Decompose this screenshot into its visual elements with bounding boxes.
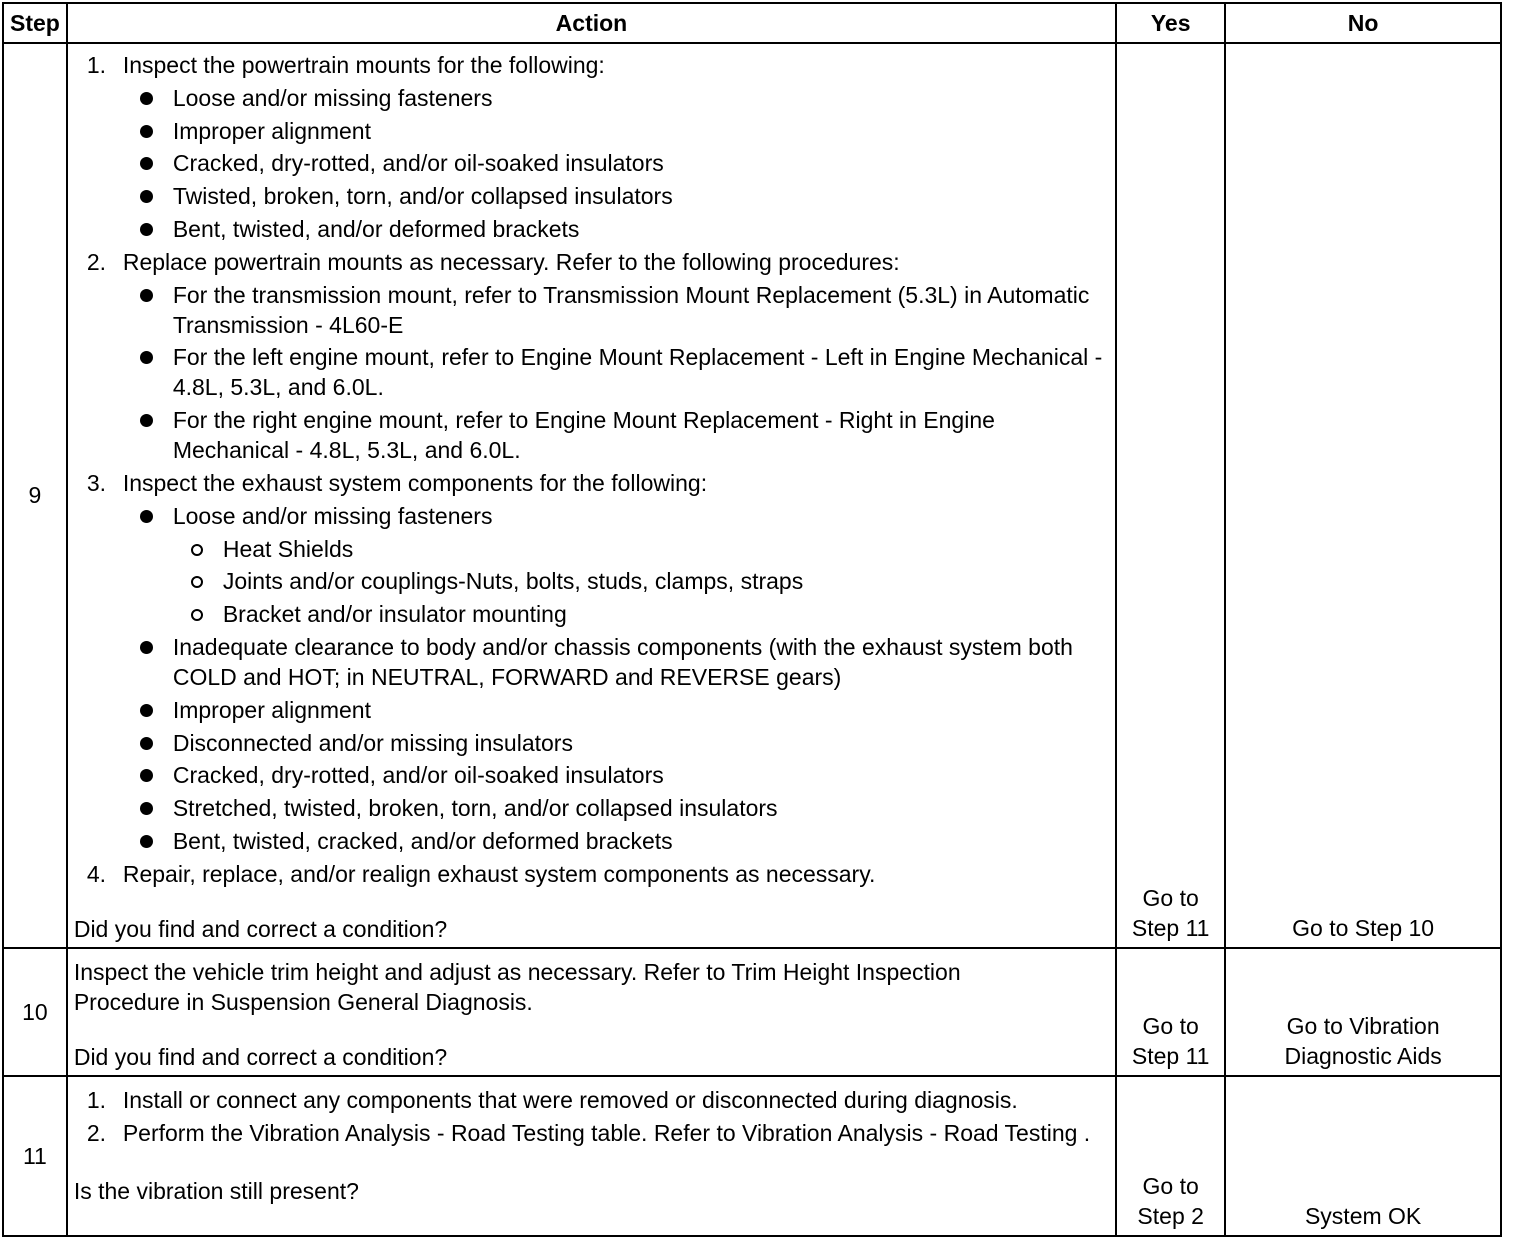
item-text: Repair, replace, and/or realign exhaust system components as necessary. bbox=[122, 860, 876, 887]
bullet-item bbox=[74, 116, 1109, 146]
sub-bullet-item bbox=[74, 599, 1109, 629]
bullet-text: Stretched, twisted, broken, torn, and/or collapsed insulators bbox=[172, 795, 778, 822]
bullet-item bbox=[74, 793, 1109, 823]
item-number: 3. bbox=[86, 469, 107, 496]
action-cell bbox=[67, 948, 1116, 1076]
step-number: 10 bbox=[3, 948, 67, 1076]
item-text: Replace powertrain mounts as necessary. Refer to the following procedures: bbox=[122, 248, 900, 275]
item-number: 2. bbox=[86, 1119, 107, 1146]
no-line: Go to Step 10 bbox=[1292, 915, 1435, 941]
list-item bbox=[74, 468, 1109, 498]
item-number: 4. bbox=[86, 860, 107, 887]
yes-cell bbox=[1116, 1076, 1225, 1236]
yes-cell bbox=[1116, 948, 1225, 1076]
question-text: Is the vibration still present? bbox=[73, 1177, 359, 1204]
bullet-text: Improper alignment bbox=[172, 117, 371, 144]
action-text-line: Inspect the vehicle trim height and adjust as necessary. Refer to Trim Height Inspection bbox=[73, 959, 961, 985]
bullet-item bbox=[74, 83, 1109, 113]
bullet-icon bbox=[140, 414, 153, 427]
list-item bbox=[74, 859, 1109, 889]
action-cell bbox=[67, 43, 1116, 948]
item-number: 1. bbox=[86, 52, 107, 78]
item-text: Perform the Vibration Analysis - Road Testing table. Refer to Vibration Analysis - Road Testing . bbox=[122, 1119, 1091, 1146]
bullet-text: Loose and/or missing fasteners bbox=[172, 84, 493, 111]
no-cell bbox=[1225, 43, 1501, 948]
table-row-step-11 bbox=[3, 1076, 1501, 1236]
step-number: 9 bbox=[3, 43, 67, 948]
bullet-text: For the left engine mount, refer to Engine Mount Replacement - Left in Engine Mechanical - 4.8L, 5.3L, and 6.0L. bbox=[172, 344, 1103, 401]
item-text: Inspect the powertrain mounts for the following: bbox=[122, 52, 605, 78]
bullet-icon bbox=[140, 737, 153, 750]
bullet-text: Bent, twisted, and/or deformed brackets bbox=[172, 215, 580, 242]
yes-line: Go to bbox=[1142, 1013, 1199, 1039]
sub-bullet-text: Bracket and/or insulator mounting bbox=[222, 601, 567, 628]
yes-line: Step 11 bbox=[1131, 915, 1210, 941]
bullet-icon bbox=[140, 125, 153, 138]
bullet-item bbox=[74, 405, 1109, 465]
table-header-row bbox=[3, 3, 1501, 43]
bullet-text: For the transmission mount, refer to Transmission Mount Replacement (5.3L) in Automatic Transmission - 4L60-E bbox=[172, 281, 1090, 338]
header-yes: Yes bbox=[1116, 3, 1225, 43]
bullet-text: Cracked, dry-rotted, and/or oil-soaked insulators bbox=[172, 762, 664, 789]
bullet-icon bbox=[140, 92, 153, 105]
question-text: Did you find and correct a condition? bbox=[73, 915, 448, 942]
bullet-item bbox=[74, 214, 1109, 244]
hollow-bullet-icon bbox=[191, 576, 203, 588]
sub-bullet-item bbox=[74, 566, 1109, 596]
bullet-item bbox=[74, 342, 1109, 402]
action-cell bbox=[67, 1076, 1116, 1236]
bullet-icon bbox=[140, 510, 153, 523]
bullet-icon bbox=[140, 802, 153, 815]
item-number: 1. bbox=[86, 1087, 107, 1113]
no-line: System OK bbox=[1304, 1203, 1422, 1229]
hollow-bullet-icon bbox=[191, 609, 203, 621]
no-line: Diagnostic Aids bbox=[1284, 1043, 1442, 1069]
yes-line: Step 11 bbox=[1131, 1043, 1210, 1069]
item-text: Inspect the exhaust system components for the following: bbox=[122, 469, 708, 496]
bullet-icon bbox=[140, 223, 153, 236]
yes-line: Go to bbox=[1142, 1173, 1199, 1199]
table-row-step-10 bbox=[3, 948, 1501, 1076]
header-step: Step bbox=[3, 3, 67, 43]
yes-line: Step 2 bbox=[1137, 1203, 1204, 1229]
bullet-text: Bent, twisted, cracked, and/or deformed brackets bbox=[172, 827, 673, 854]
bullet-icon bbox=[140, 769, 153, 782]
bullet-text: For the right engine mount, refer to Engine Mount Replacement - Right in Engine Mechanical - 4.8L, 5.3L, and 6.0L. bbox=[172, 407, 995, 464]
bullet-text: Improper alignment bbox=[172, 696, 371, 723]
bullet-item bbox=[74, 728, 1109, 758]
bullet-item bbox=[74, 826, 1109, 856]
yes-line: Go to bbox=[1142, 885, 1199, 911]
list-item bbox=[74, 247, 1109, 277]
sub-bullet-text: Joints and/or couplings-Nuts, bolts, studs, clamps, straps bbox=[222, 568, 804, 595]
yes-cell bbox=[1116, 43, 1225, 948]
bullet-icon bbox=[140, 704, 153, 717]
bullet-text: Cracked, dry-rotted, and/or oil-soaked insulators bbox=[172, 150, 664, 177]
no-cell bbox=[1225, 948, 1501, 1076]
bullet-icon bbox=[140, 157, 153, 170]
list-item bbox=[74, 50, 1109, 80]
bullet-text: Twisted, broken, torn, and/or collapsed insulators bbox=[172, 183, 673, 210]
bullet-item bbox=[74, 632, 1109, 692]
bullet-item bbox=[74, 501, 1109, 531]
hollow-bullet-icon bbox=[191, 544, 203, 556]
list-item bbox=[74, 1085, 1109, 1115]
bullet-text: Disconnected and/or missing insulators bbox=[172, 729, 573, 756]
bullet-text: Inadequate clearance to body and/or chassis components (with the exhaust system both COLD and HOT; in NEUTRAL, FORWARD and REVERSE gears) bbox=[172, 633, 1073, 690]
bullet-item bbox=[74, 760, 1109, 790]
diagnostic-table bbox=[2, 2, 1502, 1237]
header-action: Action bbox=[67, 3, 1116, 43]
bullet-icon bbox=[140, 641, 153, 654]
bullet-text: Loose and/or missing fasteners bbox=[172, 502, 493, 529]
sub-bullet-item bbox=[74, 534, 1109, 564]
bullet-item bbox=[74, 695, 1109, 725]
bullet-icon bbox=[140, 289, 153, 302]
action-text-line: Procedure in Suspension General Diagnosis. bbox=[73, 989, 533, 1015]
item-text: Install or connect any components that were removed or disconnected during diagnosis. bbox=[122, 1087, 1018, 1113]
bullet-item bbox=[74, 148, 1109, 178]
header-no: No bbox=[1225, 3, 1501, 43]
no-cell bbox=[1225, 1076, 1501, 1236]
bullet-icon bbox=[140, 835, 153, 848]
list-item bbox=[74, 1118, 1109, 1148]
bullet-icon bbox=[140, 351, 153, 364]
item-number: 2. bbox=[86, 248, 107, 275]
no-line: Go to Vibration bbox=[1286, 1013, 1440, 1039]
question-text: Did you find and correct a condition? bbox=[73, 1044, 448, 1070]
bullet-item bbox=[74, 280, 1109, 340]
sub-bullet-text: Heat Shields bbox=[222, 535, 354, 562]
document-page bbox=[2, 2, 1502, 1237]
bullet-item bbox=[74, 181, 1109, 211]
table-row-step-9 bbox=[3, 43, 1501, 948]
bullet-icon bbox=[140, 190, 153, 203]
step-number: 11 bbox=[3, 1076, 67, 1236]
